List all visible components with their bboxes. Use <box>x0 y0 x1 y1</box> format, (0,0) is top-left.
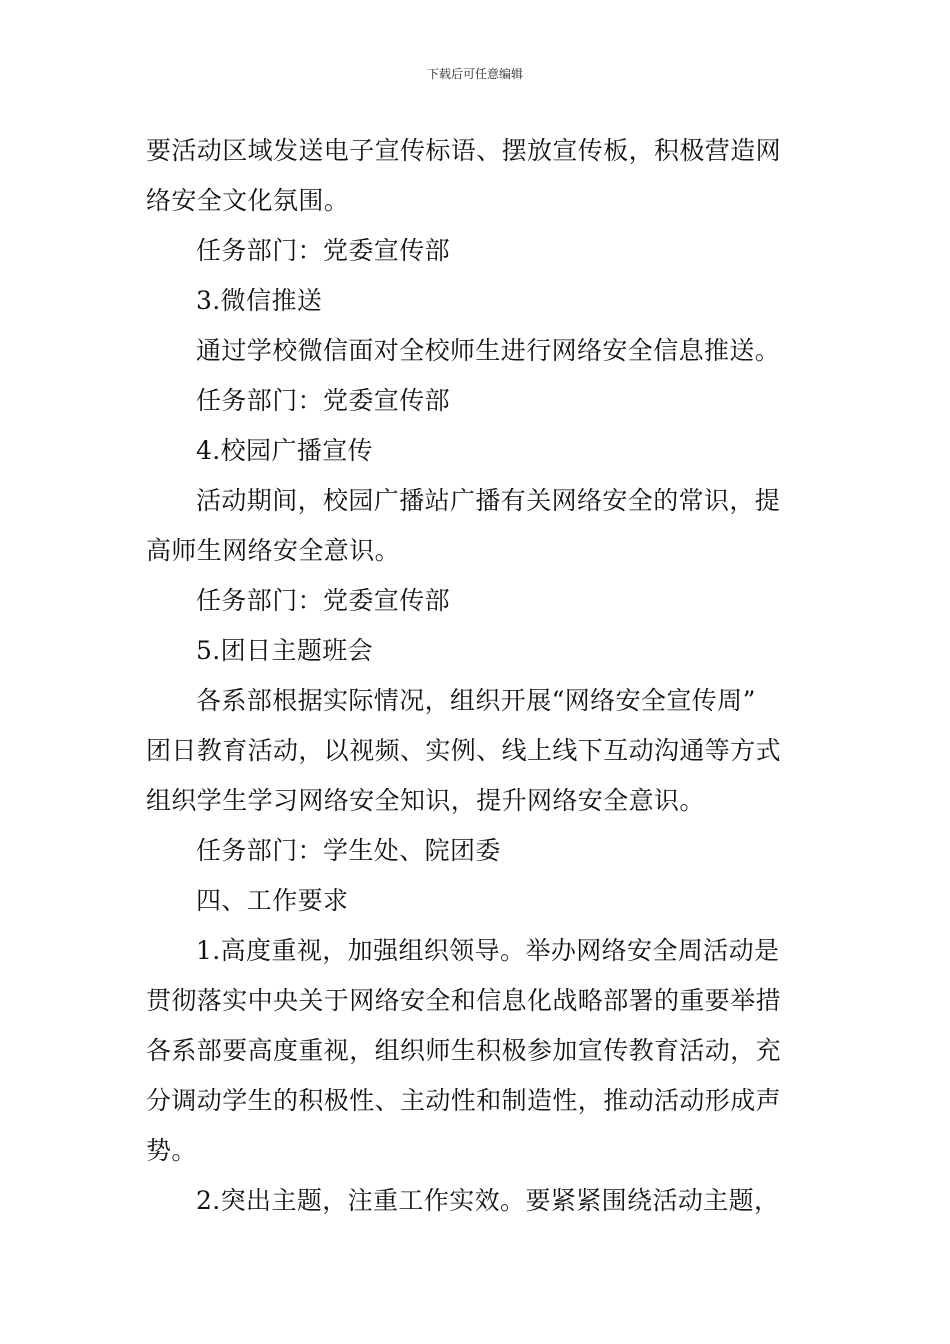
text-line: 团日教育活动，以视频、实例、线上线下互动沟通等方式 <box>146 736 782 765</box>
text-line: 分调动学生的积极性、主动性和制造性，推动活动形成声 <box>146 1086 782 1115</box>
text-line: 5.团日主题班会 <box>196 636 374 665</box>
text-line: 通过学校微信面对全校师生进行网络安全信息推送。 <box>196 336 781 365</box>
text-line: 组织学生学习网络安全知识，提升网络安全意识。 <box>146 786 705 815</box>
text-line: 1.高度重视，加强组织领导。举办网络安全周活动是 <box>196 936 780 965</box>
text-line: 高师生网络安全意识。 <box>146 536 401 565</box>
text-line: 任务部门：学生处、院团委 <box>196 836 501 865</box>
text-line: 3.微信推送 <box>196 286 323 315</box>
text-line: 势。 <box>146 1136 197 1165</box>
text-line: 贯彻落实中央关于网络安全和信息化战略部署的重要举措 <box>146 986 782 1015</box>
text-line: 4.校园广播宣传 <box>196 436 374 465</box>
text-line: 络安全文化氛围。 <box>146 186 350 215</box>
text-line: 任务部门：党委宣传部 <box>196 386 451 415</box>
text-line: 任务部门：党委宣传部 <box>196 236 451 265</box>
text-line: 各系部根据实际情况，组织开展“网络安全宣传周” <box>196 686 756 715</box>
document-body <box>146 126 816 1226</box>
text-line: 四、工作要求 <box>196 886 349 915</box>
text-line: 2.突出主题，注重工作实效。要紧紧围绕活动主题， <box>196 1186 780 1215</box>
text-line: 活动期间，校园广播站广播有关网络安全的常识，提 <box>196 486 781 515</box>
page-header: 下载后可任意编辑 <box>426 67 523 81</box>
text-line: 任务部门：党委宣传部 <box>196 586 451 615</box>
text-line: 各系部要高度重视，组织师生积极参加宣传教育活动，充 <box>146 1036 782 1065</box>
text-line: 要活动区域发送电子宣传标语、摆放宣传板，积极营造网 <box>146 136 782 165</box>
